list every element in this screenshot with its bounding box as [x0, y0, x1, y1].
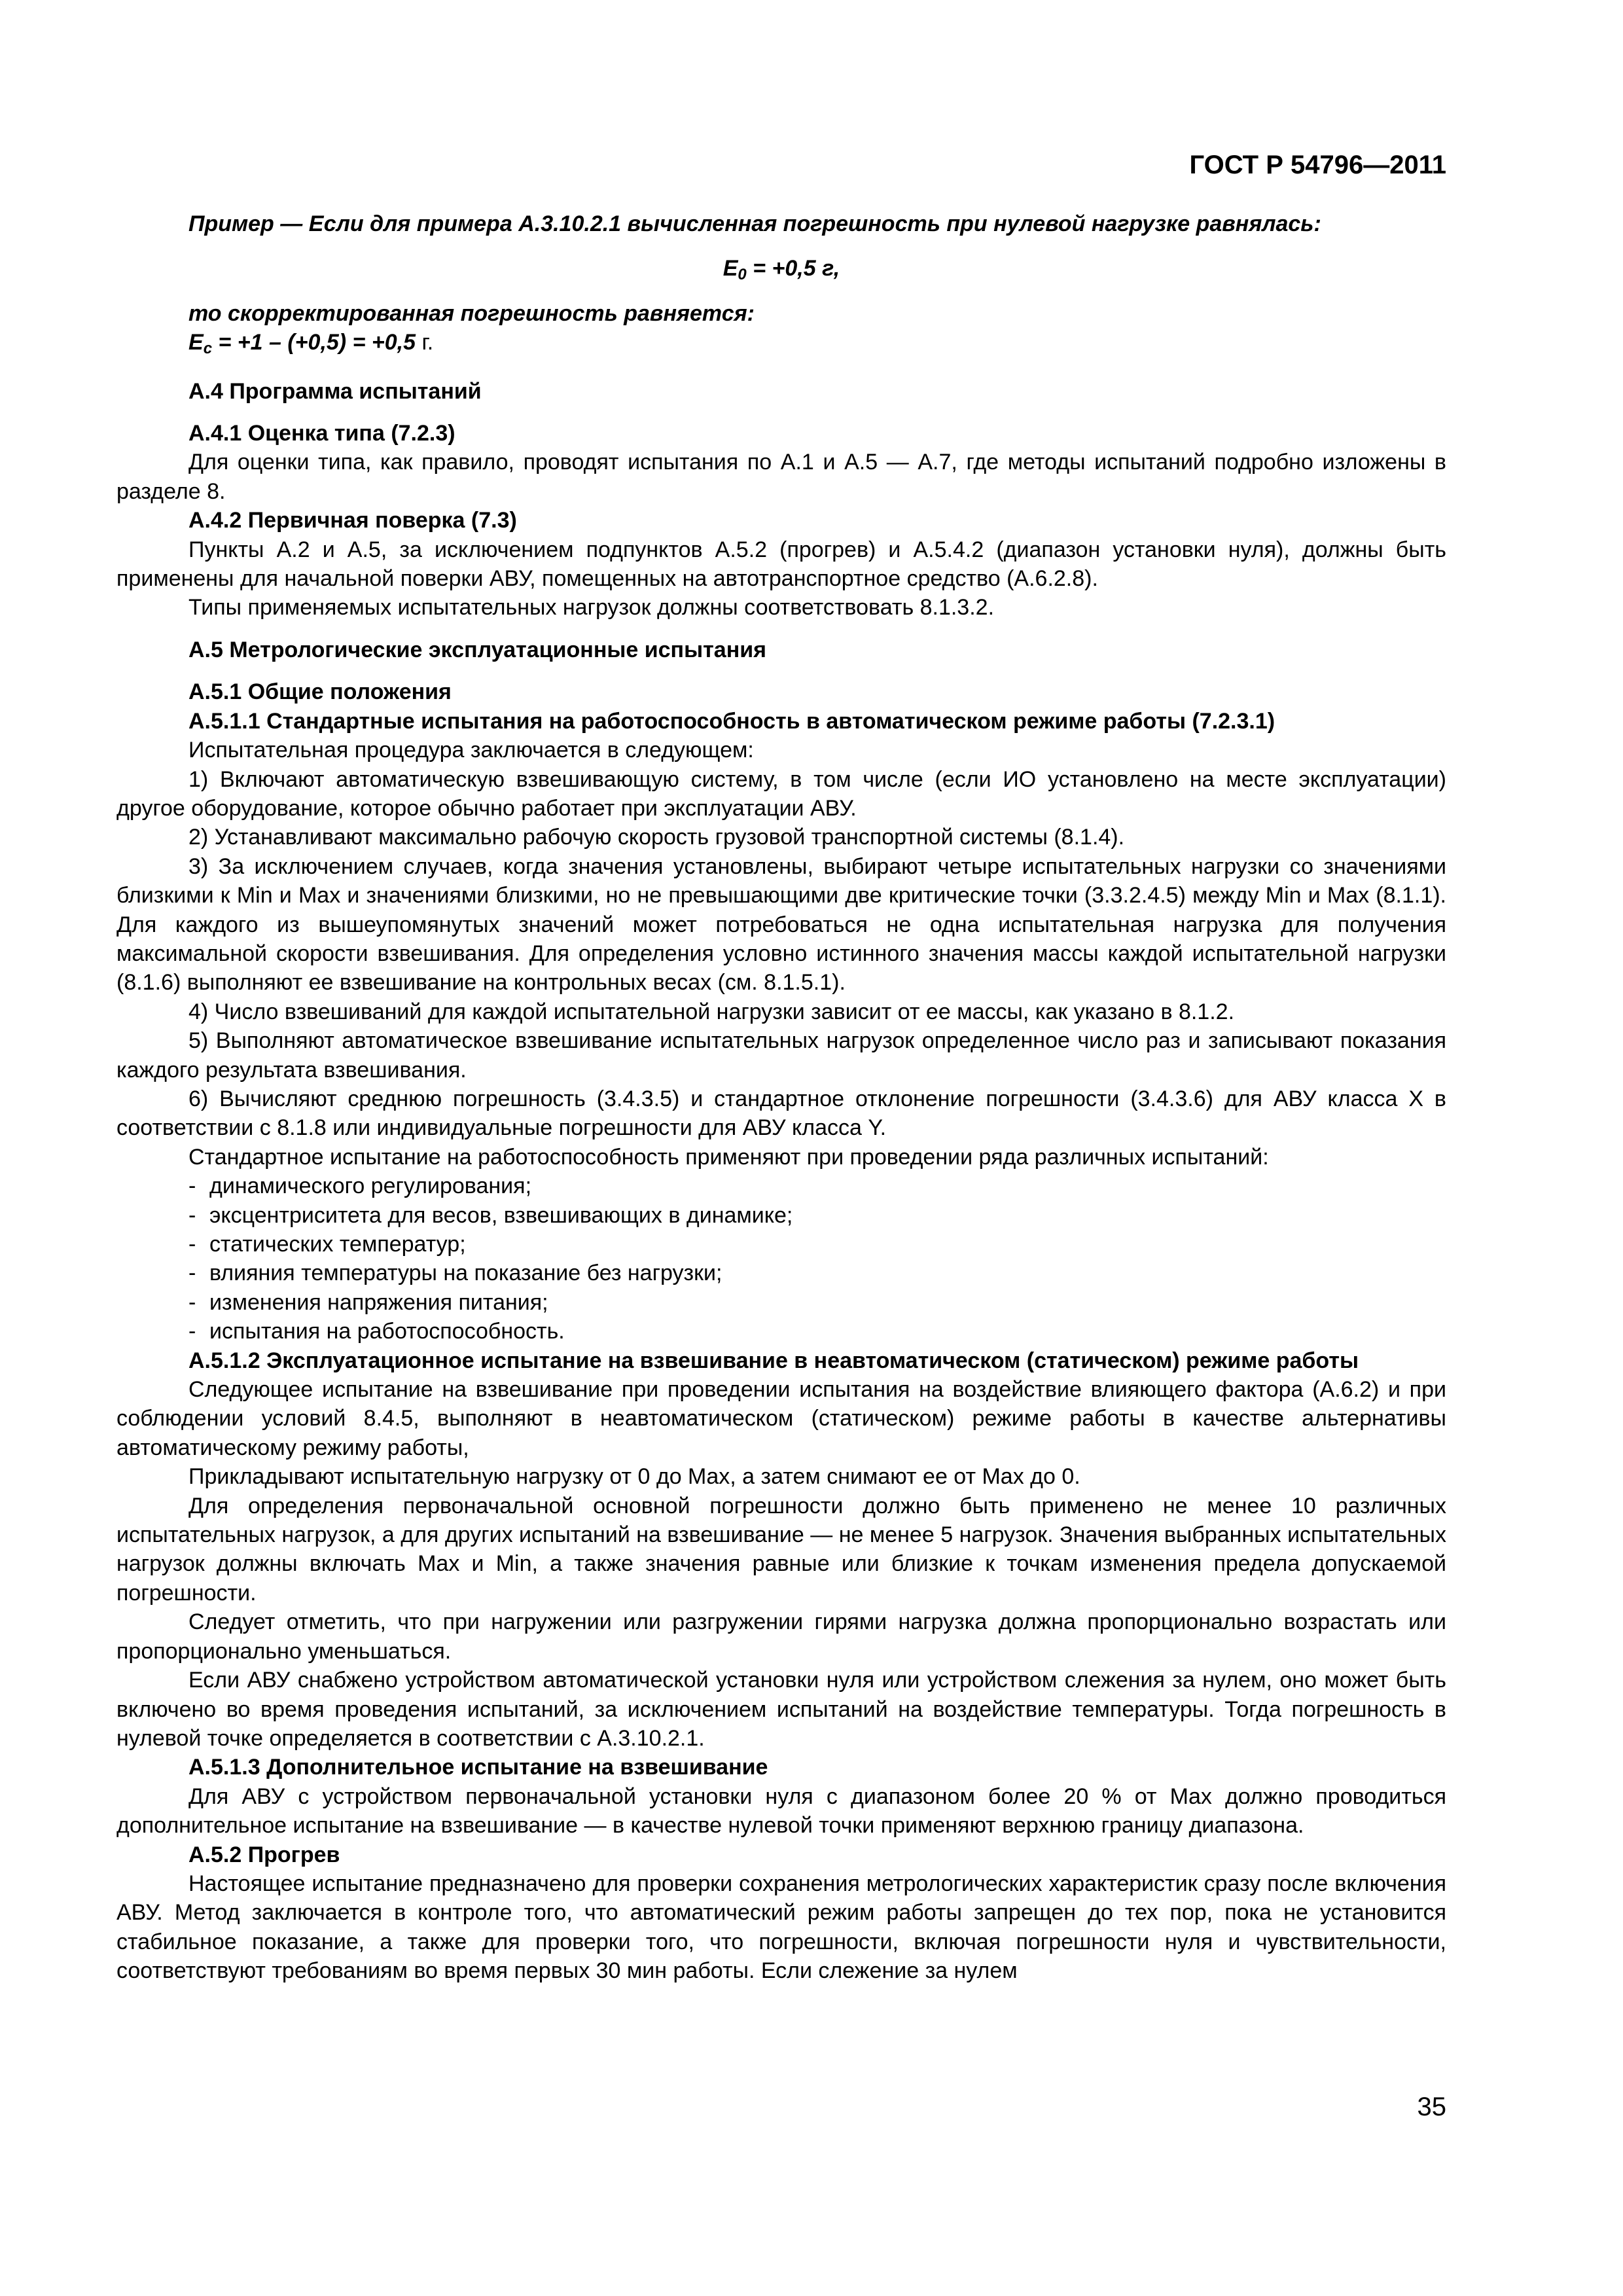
- formula-zero-error: [116, 254, 1446, 283]
- document-body: [116, 209, 1446, 1986]
- formula-subscript: 0: [738, 266, 747, 284]
- procedure-step: 4) Число взвешиваний для каждой испытательной нагрузки зависит от ее массы, как указано в 8.1.2.: [188, 999, 1235, 1024]
- procedure-step: 3) За исключением случаев, когда значения установлены, выбирают четыре испытательных нагрузки со значениями близкими к Min и Max и значениями близкими, но не превышающими две критические точки (3.3.2.4.5) между Min и Max (8.1.1). Для каждого из вышеупомянутых значений может потребоваться не одна испытательная нагрузка для получения максимальной скорости взвешивания. Для определения условно истинного значения массы каждой испытательной нагрузки (8.1.6) выполняют ее взвешивание на контрольных весах (см. 8.1.5.1).: [116, 853, 1446, 996]
- page-number: 35: [1417, 2092, 1446, 2121]
- paragraph: Следует отметить, что при нагружении или разгружении гирями нагрузка должна пропорционально возрастать или пропорционально уменьшаться.: [116, 1609, 1446, 1664]
- formula-symbol: E: [188, 330, 204, 355]
- list-item: - эксцентриситета для весов, взвешивающих в динамике;: [188, 1202, 793, 1228]
- section-heading-a4: А.4 Программа испытаний: [188, 378, 482, 404]
- formula-subscript: c: [203, 340, 213, 358]
- standard-designation: ГОСТ Р 54796—2011: [1189, 151, 1446, 179]
- procedure-step: 5) Выполняют автоматическое взвешивание испытательных нагрузок определенное число раз и записывают показания каждого результата взвешивания.: [116, 1028, 1446, 1083]
- paragraph: Пункты А.2 и А.5, за исключением подпунктов А.5.2 (прогрев) и А.5.4.2 (диапазон установки нуля), должны быть применены для начальной поверки АВУ, помещенных на автотранспортное средство (А.6.2.8).: [116, 537, 1446, 592]
- section-heading-a5: А.5 Метрологические эксплуатационные испытания: [188, 637, 766, 662]
- section-heading-a51: А.5.1 Общие положения: [188, 679, 452, 705]
- example-text: Пример — Если для примера A.3.10.2.1 вычисленная погрешность при нулевой нагрузке равнялась:: [188, 211, 1321, 236]
- paragraph: Если АВУ снабжено устройством автоматической установки нуля или устройством слежения за нулем, оно может быть включено во время проведения испытаний, за исключением испытаний на воздействие температуры. Тогда погрешность в нулевой точке определяется в соответствии с А.3.10.2.1.: [116, 1668, 1446, 1751]
- paragraph: Для оценки типа, как правило, проводят испытания по А.1 и А.5 — А.7, где методы испытаний подробно изложены в разделе 8.: [116, 450, 1446, 504]
- section-heading-a512: А.5.1.2 Эксплуатационное испытание на взвешивание в неавтоматическом (статическом) режиме работы: [188, 1348, 1359, 1373]
- section-heading-a52: А.5.2 Прогрев: [188, 1842, 340, 1867]
- section-heading-a42: А.4.2 Первичная поверка (7.3): [188, 508, 517, 533]
- list-item: - влияния температуры на показание без нагрузки;: [188, 1261, 722, 1286]
- paragraph: Для определения первоначальной основной погрешности должно быть применено не менее 10 различных испытательных нагрузок, а для других испытаний на взвешивание — не менее 5 нагрузок. Значения выбранных испытательных нагрузок должны включать Max и Min, а также значения равные или близкие к точкам изменения предела допускаемой погрешности.: [116, 1493, 1446, 1605]
- paragraph: Стандартное испытание на работоспособность применяют при проведении ряда различных испытаний:: [188, 1144, 1269, 1170]
- section-heading-a41: А.4.1 Оценка типа (7.2.3): [188, 421, 455, 446]
- formula-symbol: E: [722, 256, 738, 281]
- paragraph: Следующее испытание на взвешивание при проведении испытания на воздействие влияющего фактора (А.6.2) и при соблюдении условий 8.4.5, выполняют в неавтоматическом (статическом) режиме работы в качестве альтернативы автоматическому режиму работы,: [116, 1377, 1446, 1460]
- section-heading-a511: А.5.1.1 Стандартные испытания на работоспособность в автоматическом режиме работы (7.2.3.1): [188, 708, 1275, 734]
- list-item: - динамического регулирования;: [188, 1174, 532, 1199]
- formula-corrected-error: [116, 328, 1446, 357]
- paragraph: Прикладывают испытательную нагрузку от 0 до Max, а затем снимают ее от Max до 0.: [188, 1464, 1080, 1490]
- paragraph: Для АВУ с устройством первоначальной установки нуля с диапазоном более 20 % от Max должно проводиться дополнительное испытание на взвешивание — в качестве нулевой точки применяют верхнюю границу диапазона.: [116, 1784, 1446, 1839]
- formula-unit: г.: [416, 330, 434, 355]
- paragraph: Типы применяемых испытательных нагрузок должны соответствовать 8.1.3.2.: [188, 595, 995, 620]
- example-text-2: то скорректированная погрешность равняется:: [188, 300, 755, 326]
- paragraph: Испытательная процедура заключается в следующем:: [188, 738, 754, 763]
- procedure-step: 6) Вычисляют среднюю погрешность (3.4.3.5) и стандартное отклонение погрешности (3.4.3.6) для АВУ класса X в соответствии с 8.1.8 или индивидуальные погрешности для АВУ класса Y.: [116, 1086, 1446, 1141]
- procedure-step: 2) Устанавливают максимально рабочую скорость грузовой транспортной системы (8.1.4).: [188, 825, 1125, 850]
- formula-expression: = +0,5 г,: [746, 256, 840, 281]
- procedure-step: 1) Включают автоматическую взвешивающую систему, в том числе (если ИО установлено на месте эксплуатации) другое оборудование, которое обычно работает при эксплуатации АВУ.: [116, 766, 1446, 821]
- paragraph: Настоящее испытание предназначено для проверки сохранения метрологических характеристик сразу после включения АВУ. Метод заключается в контроле того, что автоматический режим работы запрещен до тех пор, пока не установится стабильное показание, а также для проверки того, что погрешности, включая погрешности нуля и чувствительности, соответствуют требованиям во время первых 30 мин работы. Если слежение за нулем: [116, 1871, 1446, 1984]
- list-item: - статических температур;: [188, 1232, 466, 1257]
- list-item: - изменения напряжения питания;: [188, 1289, 548, 1315]
- list-item: - испытания на работоспособность.: [188, 1319, 565, 1344]
- formula-expression: = +1 – (+0,5) = +0,5: [212, 330, 416, 355]
- section-heading-a513: А.5.1.3 Дополнительное испытание на взвешивание: [188, 1755, 768, 1780]
